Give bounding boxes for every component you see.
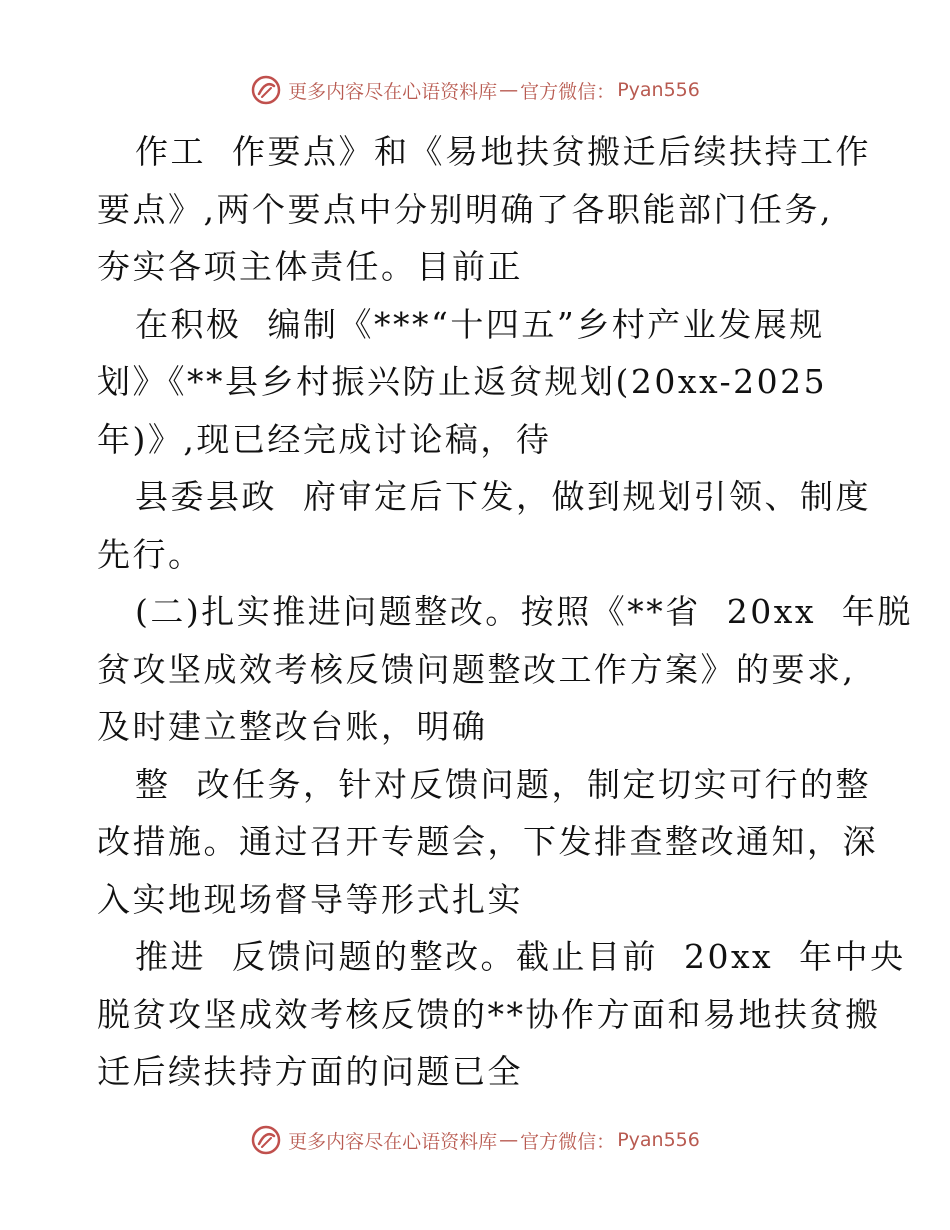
banner-wechat-id: Pyan556 [617,79,700,101]
brand-logo-icon [250,74,282,106]
text-line: 及时建立整改台账，明确 [97,707,488,746]
footer-banner [0,1120,950,1160]
banner-wechat-id: Pyan556 [617,1129,700,1151]
banner-separator: — [499,1129,519,1151]
text-line: 先行。 [97,534,204,574]
banner-separator: — [499,79,519,101]
text-line: 贫攻坚成效考核反馈问题整改工作方案》的要求, [97,649,856,689]
text-line: (二)扎实推进问题整改。按照《**省 20xx 年脱 [135,592,913,631]
text-line: 在积极 编制《***“十四五”乡村产业发展规 [135,304,825,344]
text-line: 整 改任务，针对反馈问题，制定切实可行的整 [135,764,871,804]
header-banner [0,70,950,110]
text-line: 年)》,现已经完成讨论稿，待 [97,419,552,459]
banner-text: 更多内容尽在心语资料库 [288,80,498,103]
text-line: 改措施。通过召开专题会，下发排查整改通知，深 [97,822,878,861]
text-line: 夯实各项主体责任。目前正 [97,247,523,286]
text-line: 划》《**县乡村振兴防止返贫规划(20xx-2025 [97,362,828,401]
text-line: 要点》,两个要点中分别明确了各职能部门任务, [97,189,833,229]
banner-wechat-label: 官方微信： [520,80,616,103]
banner-wechat-label: 官方微信： [520,1130,616,1153]
document-body [97,123,913,1101]
banner-text: 更多内容尽在心语资料库 [288,1130,498,1153]
brand-logo-icon [250,1124,282,1156]
text-line: 作工 作要点》和《易地扶贫搬迁后续扶持工作 [135,132,871,171]
text-line: 推进 反馈问题的整改。截止目前 20xx 年中央 [135,937,906,976]
text-line: 迁后续扶持方面的问题已全 [97,1052,523,1091]
text-line: 脱贫攻坚成效考核反馈的**协作方面和易地扶贫搬 [97,994,881,1034]
text-line: 入实地现场督导等形式扎实 [97,879,523,919]
text-line: 县委县政 府审定后下发，做到规划引领、制度 [135,477,871,516]
